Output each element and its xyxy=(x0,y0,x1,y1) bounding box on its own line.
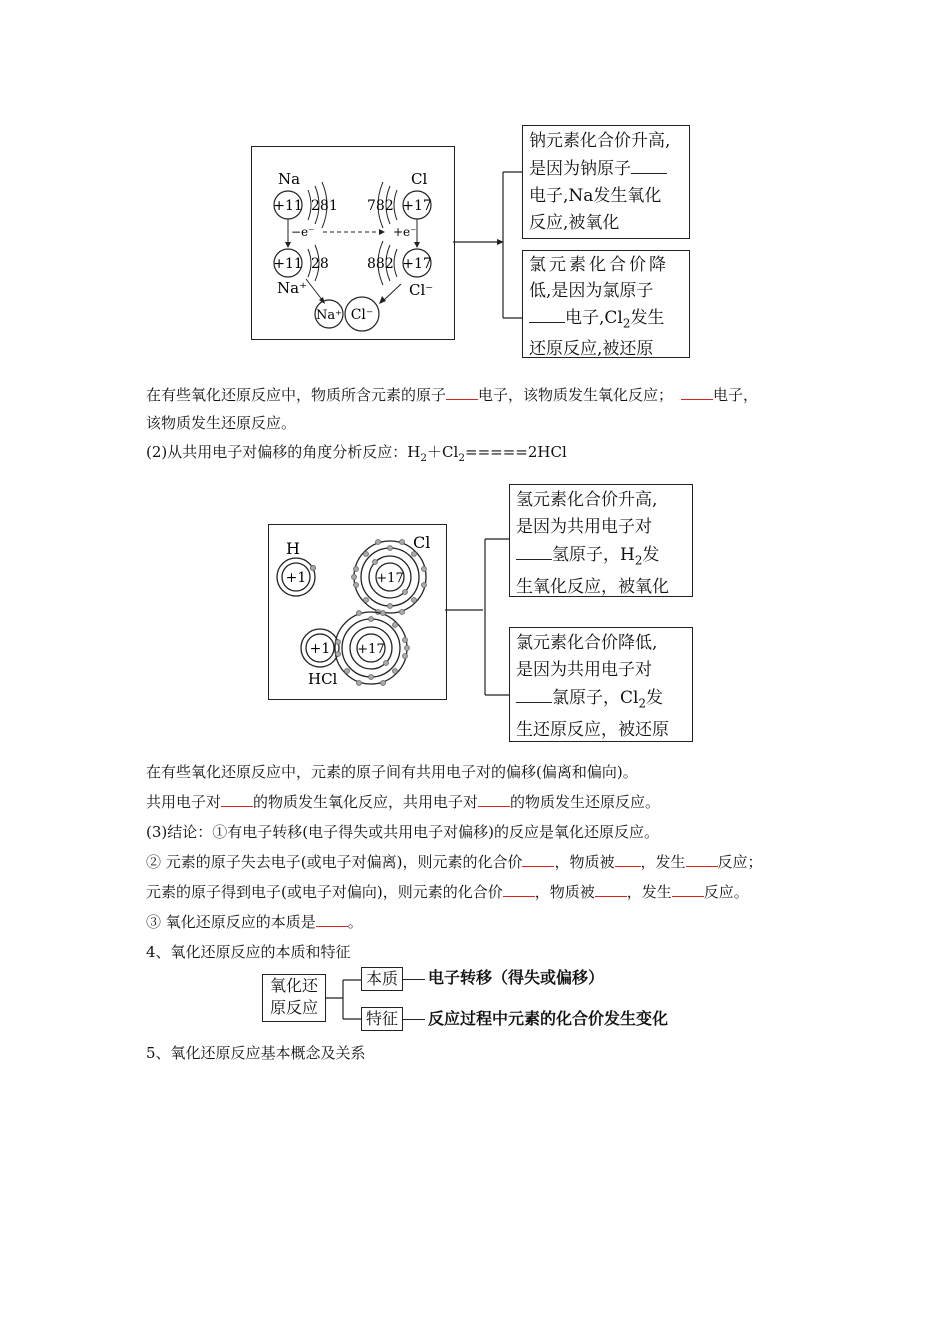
fig2-box2-line2: 是因为共用电子对 xyxy=(516,660,652,680)
fig1-box2-line2: 低,是因为氯原子 xyxy=(529,280,654,301)
na-ion-shells: 28 xyxy=(311,256,329,272)
fig1-box2-sub: 2 xyxy=(622,316,631,331)
feature-line xyxy=(403,1019,425,1020)
na-shells: 281 xyxy=(311,198,338,214)
text-l8b: ，物质被 xyxy=(534,883,595,901)
text-line-7 xyxy=(146,852,763,872)
fig1-box2-line3-text: 电子,Cl xyxy=(565,308,623,328)
h-label: H xyxy=(286,539,300,558)
cl-ion-label: Cl⁻ xyxy=(409,281,434,299)
blank-2 xyxy=(681,385,713,400)
essence-line xyxy=(403,979,425,980)
text-line-3 xyxy=(146,442,567,468)
fig2-box2-line1: 氯元素化合价降低, xyxy=(516,633,658,653)
h-nucleus-label-2: +1 xyxy=(309,641,331,657)
fig1-box2-line3-end: 发生 xyxy=(630,308,665,328)
fig2-box1-line1: 氢元素化合价升高, xyxy=(516,490,658,510)
fig2-connector xyxy=(445,537,515,697)
fig2-box2-line3-text: 氯原子，Cl xyxy=(552,688,639,708)
text-line-2: 该物质发生还原反应。 xyxy=(146,414,297,432)
text-l1c: 电子， xyxy=(713,386,759,404)
fig2-box2-line3 xyxy=(516,684,686,717)
essence-box xyxy=(361,967,403,991)
text-l9b: 。 xyxy=(347,913,363,931)
fig1-box2-line4: 还原反应,被还原 xyxy=(529,338,654,359)
na-cl-diagram-drawing xyxy=(251,146,455,340)
fig1-box1-line4: 反应,被氧化 xyxy=(529,213,620,233)
blank-4 xyxy=(478,792,510,807)
text-l7d: 反应； xyxy=(717,853,763,871)
text-line-5 xyxy=(146,792,660,812)
blank-5 xyxy=(522,852,554,867)
fig2-box2-line4: 生还原反应，被还原 xyxy=(516,720,669,741)
cl-ion-in-circle: Cl⁻ xyxy=(350,307,374,323)
cl-ion-shells: 882 xyxy=(367,256,394,272)
feature-box xyxy=(361,1007,403,1031)
feature-text: 反应过程中元素的化合价发生变化 xyxy=(428,1009,669,1028)
na-ion-in-circle: Na⁺ xyxy=(316,308,342,323)
fig1-box1-line2 xyxy=(529,155,683,183)
redox-box xyxy=(262,974,326,1022)
redox-box-line1: 氧化还 xyxy=(269,976,318,995)
fig1-box1-blank xyxy=(631,155,667,174)
text-line-1 xyxy=(146,385,758,405)
text-line-11: 5、氧化还原反应基本概念及关系 xyxy=(146,1044,366,1062)
fig2-box1-line4: 生氧化反应，被氧化 xyxy=(516,577,669,598)
text-line-10: 4、氧化还原反应的本质和特征 xyxy=(146,943,351,961)
feature-label: 特征 xyxy=(365,1009,398,1028)
essence-text: 电子转移（得失或偏移） xyxy=(428,968,605,987)
text-l5a: 共用电子对 xyxy=(146,793,222,811)
blank-1 xyxy=(446,385,478,400)
lose-electron: −e⁻ xyxy=(291,225,315,239)
fig2-box1-line3 xyxy=(516,541,686,574)
fig2-box1-blank xyxy=(516,541,552,560)
fig2-box1-line3-text: 氢原子，H xyxy=(552,545,635,565)
text-line-4: 在有些氧化还原反应中，元素的原子间有共用电子对的偏移(偏离和偏向)。 xyxy=(146,763,638,781)
blank-8 xyxy=(503,882,535,897)
text-l5b: 的物质发生氧化反应，共用电子对 xyxy=(253,793,479,811)
essence-label: 本质 xyxy=(365,969,398,988)
cl-shells: 782 xyxy=(367,198,394,214)
na-nucleus-label: +11 xyxy=(273,198,303,214)
fig1-box1-line2-text: 是因为钠原子 xyxy=(529,159,631,179)
fig2-box1-line3-end: 发 xyxy=(642,545,660,565)
text-line-8 xyxy=(146,882,749,902)
fig2-box2-line3-end: 发 xyxy=(646,688,664,708)
h-nucleus-label: +1 xyxy=(285,570,307,586)
text-l7a: ② 元素的原子失去电子(或电子对偏离)，则元素的化合价 xyxy=(146,853,523,871)
blank-3 xyxy=(221,792,253,807)
fig2-box2-blank xyxy=(516,684,552,703)
text-l8d: 反应。 xyxy=(703,883,749,901)
text-l9a: ③ 氧化还原反应的本质是 xyxy=(146,913,316,931)
fig2-box1-sub: 2 xyxy=(634,553,643,568)
cl-nucleus-label-3: +17 xyxy=(357,642,385,657)
h-cl-diagram-drawing xyxy=(268,524,447,700)
text-l3d: 2 xyxy=(458,452,465,464)
gain-electron: +e⁻ xyxy=(393,225,417,239)
na-ion-label: Na⁺ xyxy=(277,279,307,297)
fig1-box1-line3: 电子,Na发生氧化 xyxy=(529,186,662,206)
cl-label: Cl xyxy=(411,170,428,188)
cl-ion-nucleus-label: +17 xyxy=(402,256,432,272)
fig1-box2-line1: 氯元素化合价降 xyxy=(529,255,669,275)
blank-9 xyxy=(595,882,627,897)
fig2-box2-sub: 2 xyxy=(638,696,647,711)
text-l3a: (2)从共用电子对偏移的角度分析反应：H xyxy=(146,443,421,461)
fig2-hydrogen-box xyxy=(509,484,693,597)
blank-7 xyxy=(686,852,718,867)
text-l8c: ，发生 xyxy=(626,883,672,901)
text-l3c: ＋Cl xyxy=(427,443,459,461)
fig2-box1-line2: 是因为共用电子对 xyxy=(516,517,652,537)
na-ion-nucleus-label: +11 xyxy=(273,256,303,272)
text-l7b: ，物质被 xyxy=(554,853,615,871)
fig1-box1-line1: 钠元素化合价升高, xyxy=(529,131,671,151)
cl-label-2: Cl xyxy=(413,533,431,552)
redox-box-line2: 原反应 xyxy=(269,998,318,1017)
fig1-sodium-box xyxy=(522,125,690,239)
text-l7c: ，发生 xyxy=(640,853,686,871)
text-line-9 xyxy=(146,912,363,932)
fig1-connector xyxy=(453,170,525,320)
text-l8a: 元素的原子得到电子(或电子对偏向)，则元素的化合价 xyxy=(146,883,503,901)
fig1-box2-line3 xyxy=(529,304,683,337)
fig3-connector xyxy=(325,976,365,1024)
blank-11 xyxy=(316,912,348,927)
text-l1a: 在有些氧化还原反应中，物质所含元素的原子 xyxy=(146,386,447,404)
text-l1b: 电子，该物质发生氧化反应； xyxy=(478,386,674,404)
text-l3e: =====2HCl xyxy=(465,443,567,461)
fig1-chlorine-box xyxy=(522,250,690,358)
text-l3b: 2 xyxy=(420,452,428,464)
text-line-6: (3)结论：①有电子转移(电子得失或共用电子对偏移)的反应是氧化还原反应。 xyxy=(146,823,659,841)
text-l5c: 的物质发生还原反应。 xyxy=(510,793,661,811)
cl-nucleus-label-2: +17 xyxy=(376,571,404,586)
hcl-label: HCl xyxy=(308,670,338,688)
cl-nucleus-label: +17 xyxy=(402,198,432,214)
fig1-box2-blank xyxy=(529,304,565,323)
na-label: Na xyxy=(278,170,301,188)
fig2-chlorine-box xyxy=(509,627,693,742)
blank-10 xyxy=(672,882,704,897)
blank-6 xyxy=(615,852,641,867)
